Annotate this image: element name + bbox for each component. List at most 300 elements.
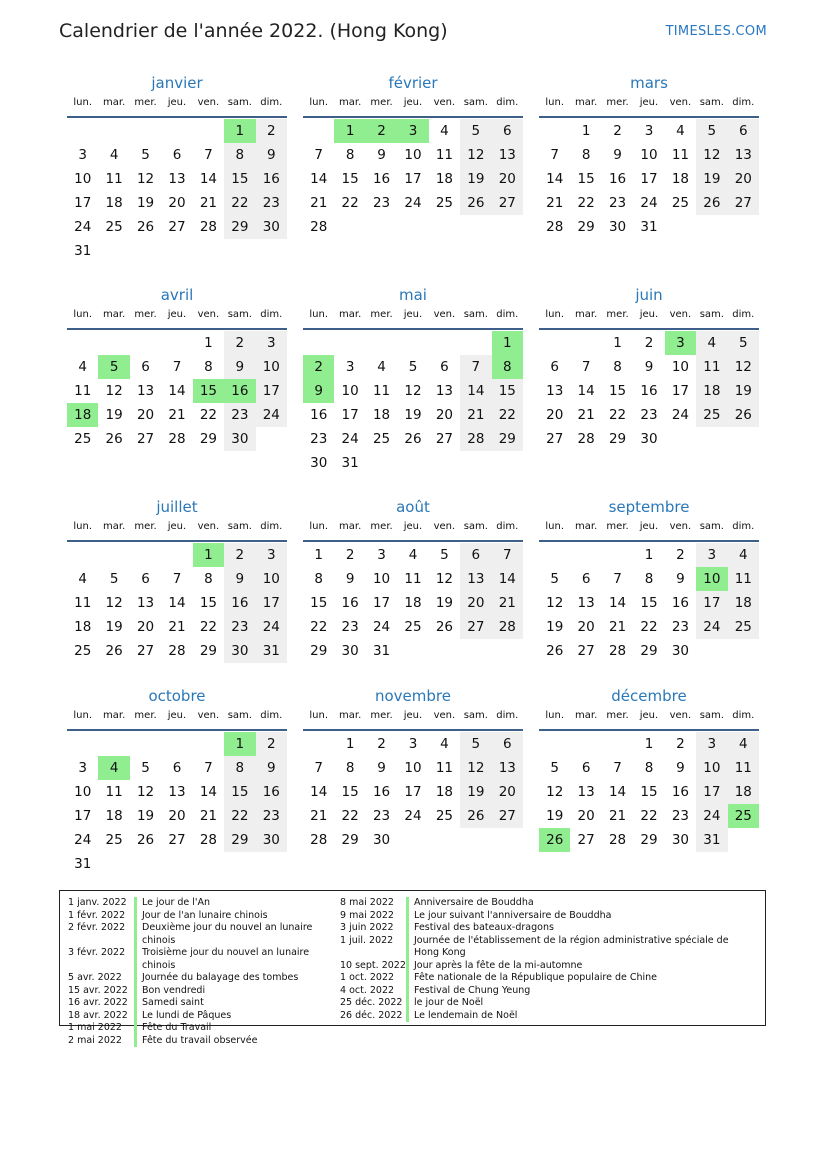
holiday-name: Journée du balayage des tombes [142,972,299,983]
day-cell: 16 [224,591,255,615]
weekday-label: mar. [103,521,126,532]
day-cell: 25 [74,431,92,447]
empty-cell [67,331,98,355]
day-cell: 18 [728,591,759,615]
weekday-label: sam. [699,309,724,320]
day-cell: 28 [168,643,186,659]
day-cell: 16 [671,784,690,800]
day-cell: 2 [256,119,287,143]
weekday-header [303,306,523,330]
month-3 [539,72,759,239]
day-cell: 22 [199,407,218,423]
day-cell: 27 [492,191,523,215]
day-cell: 14 [199,171,218,187]
weekday-label: jeu. [167,521,187,532]
empty-cell [161,331,192,355]
empty-cell [570,732,601,756]
day-cell: 10 [341,383,359,399]
day-cell: 10 [372,571,391,587]
weekday-label: jeu. [403,521,423,532]
legend-row [68,1010,340,1023]
holiday-date: 2 mai 2022 [68,1034,122,1046]
day-cell: 7 [613,760,622,776]
holiday-day: 1 [334,119,365,143]
weekday-label: ven. [197,97,220,108]
weekday-header [539,94,759,118]
day-cell: 13 [168,171,186,187]
holiday-marker [406,922,409,935]
day-cell: 12 [435,571,454,587]
legend-column-right [340,897,755,1022]
day-cell: 30 [224,639,255,663]
day-cell: 17 [372,595,391,611]
weekday-label: ven. [669,97,692,108]
day-cell: 9 [224,355,255,379]
day-cell: 31 [372,643,391,659]
empty-cell [539,543,570,567]
holiday-date: 26 déc. 2022 [340,1009,403,1021]
holiday-marker [406,985,409,998]
holiday-date: 5 avr. 2022 [68,972,122,983]
empty-cell [602,732,633,756]
empty-cell [303,331,334,355]
weekday-label: mer. [134,710,157,721]
day-cell: 10 [404,147,422,163]
day-cell: 5 [550,571,559,587]
month-5 [303,284,523,475]
weekday-label: jeu. [639,521,659,532]
month-8 [303,496,523,663]
day-cell: 21 [199,808,218,824]
day-cell: 8 [314,571,323,587]
weekday-label: jeu. [639,309,659,320]
day-cell: 20 [492,780,523,804]
day-cell: 13 [460,567,491,591]
holiday-day: 3 [397,119,428,143]
day-cell: 1 [345,736,355,752]
weekday-label: ven. [669,710,692,721]
holiday-date: 9 mai 2022 [340,909,394,921]
day-cell: 11 [404,571,422,587]
weekday-header [67,94,287,118]
day-cell: 6 [581,760,591,776]
day-cell: 9 [613,147,622,163]
empty-cell [98,119,129,143]
day-cell: 30 [224,427,255,451]
day-cell: 17 [74,808,92,824]
weekday-label: mer. [606,710,629,721]
day-cell: 21 [460,403,491,427]
day-cell: 4 [696,331,727,355]
day-cell: 23 [372,195,391,211]
day-cell: 6 [492,732,523,756]
day-cell: 20 [546,407,564,423]
day-cell: 26 [546,643,564,659]
days-grid [67,543,287,663]
weekday-label: lun. [309,521,329,532]
day-cell: 6 [172,147,182,163]
empty-cell [570,331,601,355]
holiday-date: 1 juil. 2022 [340,934,394,946]
weekday-label: mer. [370,309,393,320]
day-cell: 4 [440,736,449,752]
weekday-label: jeu. [639,97,659,108]
day-cell: 29 [199,431,218,447]
day-cell: 12 [546,595,564,611]
weekday-header [539,518,759,542]
legend-column-left [68,897,340,1047]
day-cell: 14 [199,784,218,800]
weekday-label: dim. [260,309,283,320]
day-cell: 18 [435,171,454,187]
day-cell: 4 [728,543,759,567]
holiday-marker [406,960,409,973]
empty-cell [602,543,633,567]
day-cell: 24 [696,804,727,828]
day-cell: 22 [608,407,627,423]
empty-cell [539,331,570,355]
day-cell: 20 [492,167,523,191]
month-name: novembre [375,687,451,705]
day-cell: 7 [172,359,182,375]
day-cell: 10 [74,784,92,800]
day-cell: 27 [136,431,155,447]
day-cell: 6 [141,571,150,587]
day-cell: 27 [546,431,564,447]
day-cell: 6 [460,543,491,567]
day-cell: 30 [256,828,287,852]
day-cell: 20 [168,808,186,824]
holiday-day: 8 [492,355,523,379]
weekday-label: ven. [197,521,220,532]
day-cell: 17 [74,195,92,211]
day-cell: 26 [435,619,454,635]
day-cell: 14 [168,383,186,399]
day-cell: 25 [671,195,690,211]
day-cell: 14 [608,784,627,800]
day-cell: 24 [341,431,359,447]
day-cell: 23 [372,808,391,824]
holiday-day: 2 [366,119,397,143]
month-name: décembre [611,687,687,705]
day-cell: 8 [345,760,355,776]
day-cell: 18 [404,595,422,611]
weekday-label: mer. [370,521,393,532]
holiday-name: Samedi saint [142,997,204,1008]
weekday-header [303,518,523,542]
weekday-label: dim. [496,521,519,532]
day-cell: 27 [577,643,595,659]
weekday-label: mer. [370,710,393,721]
day-cell: 26 [136,219,155,235]
month-name: octobre [148,687,206,705]
day-cell: 20 [435,407,454,423]
weekday-label: dim. [496,710,519,721]
weekday-label: mer. [606,521,629,532]
day-cell: 26 [696,191,727,215]
holiday-marker [406,910,409,923]
day-cell: 15 [640,595,658,611]
holiday-day: 1 [224,119,255,143]
day-cell: 24 [256,403,287,427]
month-name: février [388,74,438,92]
empty-cell [539,119,570,143]
day-cell: 2 [644,335,654,351]
day-cell: 16 [671,595,690,611]
day-cell: 9 [345,571,355,587]
weekday-label: ven. [197,309,220,320]
weekday-header [303,707,523,731]
day-cell: 8 [644,760,654,776]
day-cell: 4 [109,147,119,163]
holiday-marker [406,897,409,910]
day-cell: 15 [224,780,255,804]
holiday-day: 16 [224,379,255,403]
weekday-label: lun. [309,97,329,108]
day-cell: 29 [224,828,255,852]
day-cell: 25 [728,615,759,639]
day-cell: 23 [640,407,658,423]
holiday-date: 18 avr. 2022 [68,1009,128,1021]
day-cell: 15 [608,383,627,399]
day-cell: 26 [460,804,491,828]
day-cell: 22 [224,191,255,215]
holiday-name: Anniversaire de Bouddha [414,897,534,908]
day-cell: 14 [310,171,328,187]
month-6 [539,284,759,451]
day-cell: 21 [608,619,627,635]
day-cell: 20 [460,591,491,615]
day-cell: 29 [608,431,627,447]
day-cell: 15 [224,167,255,191]
day-cell: 28 [577,431,595,447]
legend-row [68,947,340,972]
day-cell: 5 [696,119,727,143]
weekday-label: mer. [134,521,157,532]
weekday-label: ven. [669,309,692,320]
weekday-label: lun. [73,97,93,108]
day-cell: 7 [314,147,323,163]
day-cell: 11 [696,355,727,379]
holiday-name: Le jour suivant l'anniversaire de Bouddha [414,909,612,921]
day-cell: 19 [105,619,123,635]
day-cell: 28 [608,832,627,848]
day-cell: 19 [404,407,422,423]
day-cell: 10 [640,147,658,163]
weekday-label: dim. [496,97,519,108]
day-cell: 27 [728,191,759,215]
day-cell: 14 [168,595,186,611]
day-cell: 10 [256,567,287,591]
day-cell: 6 [492,119,523,143]
weekday-label: dim. [260,710,283,721]
day-cell: 18 [435,784,454,800]
day-cell: 29 [640,832,658,848]
day-cell: 3 [696,732,727,756]
days-grid [303,119,523,239]
holiday-date: 4 oct. 2022 [340,984,395,996]
month-name: juin [635,286,663,304]
day-cell: 19 [546,808,564,824]
day-cell: 16 [608,171,627,187]
day-cell: 28 [199,219,218,235]
day-cell: 7 [204,147,213,163]
day-cell: 21 [168,619,186,635]
weekday-label: mar. [575,309,598,320]
day-cell: 23 [224,403,255,427]
day-cell: 5 [408,359,418,375]
day-cell: 5 [141,147,150,163]
days-grid [303,543,523,663]
empty-cell [460,331,491,355]
day-cell: 21 [546,195,564,211]
day-cell: 15 [577,171,595,187]
weekday-header [539,707,759,731]
days-grid [539,331,759,451]
day-cell: 13 [136,595,155,611]
legend-row [340,910,755,923]
day-cell: 6 [728,119,759,143]
weekday-label: mar. [575,710,598,721]
day-cell: 10 [671,359,690,375]
day-cell: 20 [168,195,186,211]
day-cell: 16 [310,407,328,423]
day-cell: 18 [74,619,92,635]
days-grid [539,543,759,663]
weekday-label: mar. [103,309,126,320]
day-cell: 19 [136,808,155,824]
day-cell: 29 [199,643,218,659]
day-cell: 11 [105,171,123,187]
day-cell: 5 [141,760,150,776]
holiday-name: Journée de l'établissement de la région administrative spéciale de Hong Kong [414,934,729,958]
holiday-marker [134,972,137,985]
holiday-name: Jour après la fête de la mi-automne [414,959,583,971]
weekday-label: lun. [545,309,565,320]
day-cell: 22 [341,808,359,824]
holiday-name: Fête du travail observée [142,1034,258,1046]
day-cell: 22 [640,808,658,824]
day-cell: 12 [136,784,155,800]
day-cell: 7 [314,760,323,776]
weekday-label: dim. [732,521,755,532]
day-cell: 12 [460,143,491,167]
day-cell: 15 [640,784,658,800]
weekday-label: mer. [134,97,157,108]
legend-row [340,897,755,910]
day-cell: 30 [640,431,658,447]
holiday-date: 3 févr. 2022 [68,947,126,958]
day-cell: 26 [136,832,155,848]
day-cell: 26 [404,431,422,447]
site-link[interactable]: TIMESLES.COM [665,24,767,39]
weekday-label: sam. [227,97,252,108]
holiday-day: 1 [224,732,255,756]
day-cell: 30 [341,643,359,659]
day-cell: 4 [408,547,418,563]
weekday-label: sam. [699,97,724,108]
legend-row [340,997,755,1010]
day-cell: 4 [728,732,759,756]
day-cell: 23 [671,808,690,824]
day-cell: 5 [550,760,559,776]
day-cell: 21 [168,407,186,423]
empty-cell [193,119,224,143]
empty-cell [161,543,192,567]
month-10 [67,685,287,876]
month-name: août [396,498,430,516]
day-cell: 28 [310,832,328,848]
day-cell: 17 [640,171,658,187]
day-cell: 25 [696,403,727,427]
day-cell: 3 [78,760,87,776]
holiday-name: le jour de Noël [414,997,484,1008]
day-cell: 29 [640,643,658,659]
weekday-label: mer. [134,309,157,320]
day-cell: 14 [546,171,564,187]
day-cell: 3 [345,359,355,375]
weekday-label: mar. [103,97,126,108]
day-cell: 28 [310,219,328,235]
holiday-name: Deuxième jour du nouvel an lunaire chinois [142,922,313,946]
day-cell: 30 [372,832,391,848]
weekday-label: lun. [309,309,329,320]
day-cell: 20 [728,167,759,191]
holiday-day: 3 [665,331,696,355]
day-cell: 7 [172,571,182,587]
day-cell: 9 [644,359,654,375]
day-cell: 26 [105,431,123,447]
weekday-label: mar. [575,97,598,108]
day-cell: 29 [577,219,595,235]
day-cell: 20 [577,619,595,635]
day-cell: 31 [640,219,658,235]
day-cell: 13 [492,143,523,167]
day-cell: 12 [728,355,759,379]
empty-cell [130,119,161,143]
day-cell: 29 [492,427,523,451]
weekday-label: jeu. [403,309,423,320]
day-cell: 1 [204,335,213,351]
legend-row [68,897,340,910]
weekday-label: ven. [197,710,220,721]
day-cell: 19 [728,379,759,403]
day-cell: 23 [256,804,287,828]
weekday-label: dim. [260,97,283,108]
day-cell: 27 [460,615,491,639]
day-cell: 3 [377,547,386,563]
day-cell: 17 [696,780,727,804]
day-cell: 20 [136,619,155,635]
weekday-label: sam. [463,521,488,532]
days-grid [539,119,759,239]
day-cell: 9 [676,571,685,587]
day-cell: 19 [136,195,155,211]
day-cell: 8 [581,147,591,163]
day-cell: 20 [136,407,155,423]
day-cell: 24 [372,619,391,635]
day-cell: 26 [460,191,491,215]
weekday-label: sam. [699,710,724,721]
day-cell: 7 [581,359,591,375]
holiday-name: Festival de Chung Yeung [414,984,531,996]
empty-cell [98,331,129,355]
day-cell: 6 [550,359,559,375]
day-cell: 10 [256,355,287,379]
day-cell: 1 [644,736,654,752]
day-cell: 18 [372,407,391,423]
day-cell: 28 [460,427,491,451]
